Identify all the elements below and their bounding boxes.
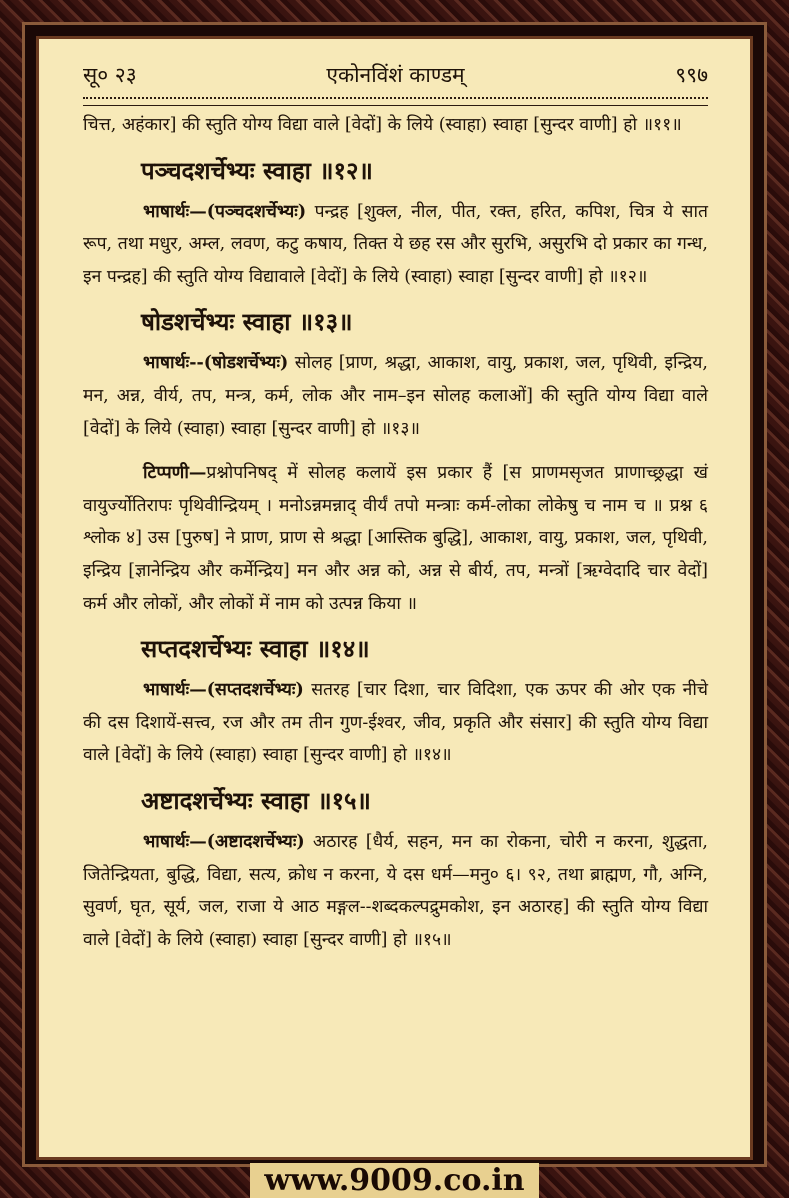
mantra-14-heading: सप्तदशर्चेभ्यः स्वाहा ॥१४॥ [141, 634, 370, 664]
note-paragraph [83, 457, 708, 620]
bhasharth-label: भाषार्थः—(सप्तदशर्चेभ्यः) [143, 680, 304, 701]
page-content [83, 109, 708, 956]
paragraph-11-continued: चित्त, अहंकार] की स्तुति योग्य विद्या वाले [वेदों] के लिये (स्वाहा) स्वाहा [सुन्दर वाणी] हो ॥११॥ [83, 115, 682, 135]
book-page [36, 36, 753, 1160]
paragraph-text: पन्द्रह [शुक्ल, नील, पीत, रक्त, हरित, कपिश, चित्र ये सात रूप, तथा मधुर, अम्ल, लवण, कटु कषाय, तिक्त ये छह रस और सुरभि, असुरभि दो प्रकार का गन्ध, इन पन्द्रह] की स्तुति योग्य विद्यावाले [वेदों] के लिये (स्वाहा) स्वाहा [सुन्दर वाणी] हो ॥१२॥ [83, 201, 708, 287]
sukta-number: सू० २३ [83, 63, 137, 87]
page-number: ९९७ [675, 63, 708, 87]
website-watermark [0, 1163, 789, 1198]
website-text: www.9009.co.in [250, 1163, 538, 1198]
kanda-title: एकोनविंशं काण्डम् [326, 63, 465, 87]
bhasharth-label: भाषार्थः--(षोडशर्चेभ्यः) [143, 353, 289, 374]
paragraph-12 [83, 196, 708, 294]
bhasharth-label: भाषार्थः—(पञ्चदशर्चेभ्यः) [143, 201, 307, 222]
paragraph-13 [83, 347, 708, 445]
page-header [83, 61, 708, 91]
note-text: प्रश्नोपनिषद् में सोलह कलायें इस प्रकार हैं [स प्राणमसृजत प्राणाच्छ्रद्धा खं वायुर्ज्योतिरापः पृथिवीन्द्रियम् । मनोऽन्नमन्नाद् वीर्यं तपो मन्त्राः कर्म-लोका लोकेषु च नाम च ॥ प्रश्न ६ श्लोक ४] उस [पुरुष] ने प्राण, प्राण से श्रद्धा [आस्तिक बुद्धि], आकाश, वायु, प्रकाश, जल, पृथिवी, इन्द्रिय [ज्ञानेन्द्रिय और कर्मेन्द्रिय] मन और अन्न को, अन्न से बीर्य, तप, मन्त्रों [ऋग्वेदादि चार वेदों] कर्म और लोकों, और लोकों में नाम को उत्पन्न किया ॥ [83, 463, 708, 614]
paragraph-text: अठारह [धैर्य, सहन, मन का रोकना, चोरी न करना, शुद्धता, जितेन्द्रियता, बुद्धि, विद्या, सत्य, क्रोध न करना, ये दस धर्म—मनु० ६। ९२, तथा ब्राह्मण, गौ, अग्नि, सुवर्ण, घृत, सूर्य, जल, राजा ये आठ मङ्गल--शब्दकल्पद्रुमकोश, इन अठारह] की स्तुति योग्य विद्या वाले [वेदों] के लिये (स्वाहा) स्वाहा [सुन्दर वाणी] हो ॥१५॥ [83, 831, 708, 950]
paragraph-text: सोलह [प्राण, श्रद्धा, आकाश, वायु, प्रकाश, जल, पृथिवी, इन्द्रिय, मन, अन्न, वीर्य, तप, मन्त्र, कर्म, लोक और नाम–इन सोलह कलाओं] की स्तुति योग्य विद्या वाले [वेदों] के लिये (स्वाहा) स्वाहा [सुन्दर वाणी] हो ॥१३॥ [83, 353, 708, 439]
note-label: टिप्पणी— [143, 463, 207, 484]
paragraph-14 [83, 674, 708, 772]
mantra-15-heading: अष्टादशर्चेभ्यः स्वाहा ॥१५॥ [141, 785, 371, 815]
paragraph-15 [83, 826, 708, 956]
mantra-13-heading: षोडशर्चेभ्यः स्वाहा ॥१३॥ [141, 307, 353, 337]
paragraph-text: सतरह [चार दिशा, चार विदिशा, एक ऊपर की ओर एक नीचे की दस दिशायें-सत्त्व, रज और तम तीन गुण-ईश्वर, जीव, प्रकृति और संसार] की स्तुति योग्य विद्या वाले [वेदों] के लिये (स्वाहा) स्वाहा [सुन्दर वाणी] हो ॥१४॥ [83, 680, 708, 766]
bhasharth-label: भाषार्थः—(अष्टादशर्चेभ्यः) [143, 831, 305, 852]
mantra-12-heading: पञ्चदशर्चेभ्यः स्वाहा ॥१२॥ [141, 155, 373, 185]
header-divider [83, 97, 708, 106]
